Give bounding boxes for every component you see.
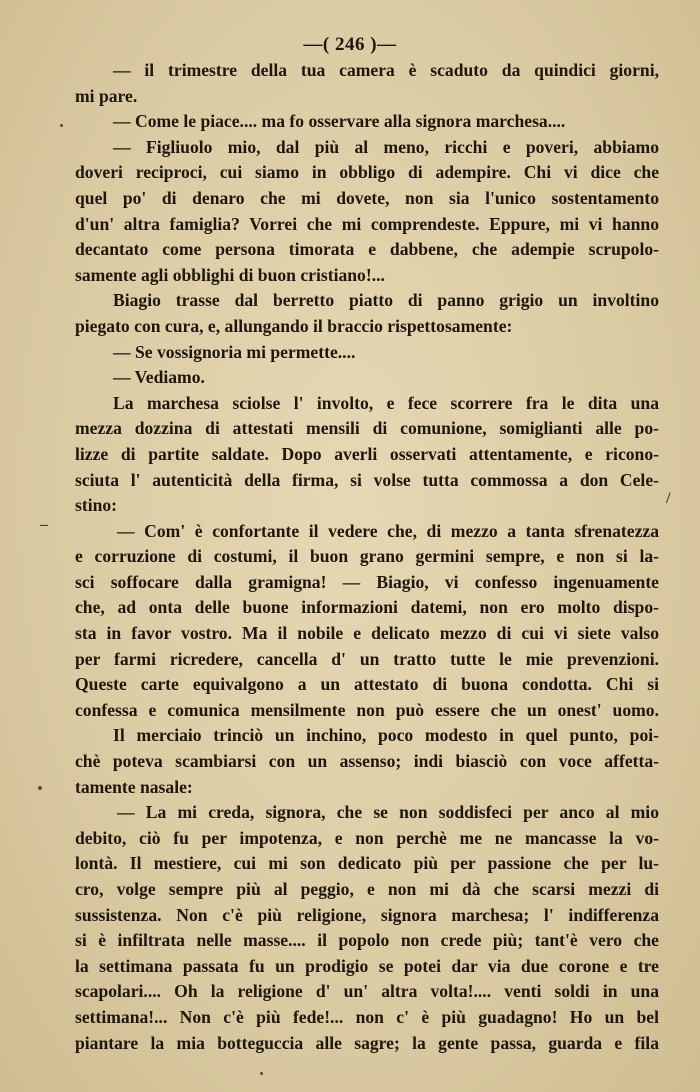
text-line: — Com' è confortante il vedere che, di mezzo a tanta sfrenatezza — [117, 520, 659, 541]
text-line: lizze di partite saldate. Dopo averli osservati attentamente, e ricono- — [75, 443, 659, 464]
text-line: sciuta l' autenticità della firma, si volse tutta commossa a don Cele- — [75, 469, 659, 490]
text-line: — Se vossignoria mi permette.... — [113, 341, 356, 362]
page-number-header: —( 246 )— — [303, 34, 397, 55]
text-line: — Vediamo. — [113, 367, 205, 388]
text-line: decantato come persona timorata e dabbene, che adempie scrupolo- — [75, 239, 659, 260]
text-line: La marchesa sciolse l' involto, e fece scorrere fra le dita una — [113, 392, 659, 413]
text-line: quel po' di denaro che mi dovete, non sia l'unico sostentamento — [75, 187, 659, 208]
text-line: Queste carte equivalgono a un attestato di buona condotta. Chi si — [75, 674, 659, 695]
text-line: lontà. Il mestiere, cui mi son dedicato più per passione che per lu- — [75, 853, 659, 874]
text-line: sta in favor vostro. Ma il nobile e delicato mezzo di cui vi siete valso — [75, 623, 659, 644]
text-line: sussistenza. Non c'è più religione, signora marchesa; l' indifferenza — [75, 904, 659, 925]
margin-dash-mark: – — [40, 516, 48, 533]
text-line: tamente nasale: — [75, 776, 193, 797]
text-line: doveri reciproci, cui siamo in obbligo di adempire. Chi vi dice che — [75, 162, 659, 183]
text-line: — La mi creda, signora, che se non soddisfeci per anco al mio — [117, 802, 659, 823]
body-text — [75, 58, 659, 1056]
text-line: piegato con cura, e, allungando il braccio rispettosamente: — [75, 315, 513, 336]
text-line: settimana!... Non c'è più fede!... non c' è più guadagno! Ho un bel — [75, 1006, 659, 1027]
text-line: per farmi ricredere, cancella d' un tratto tutte le mie prevenzioni. — [75, 648, 659, 669]
text-line: samente agli obblighi di buon cristiano!... — [75, 264, 385, 285]
text-line: debito, ciò fu per impotenza, e non perchè me ne mancasse la vo- — [75, 827, 659, 848]
text-line: mezza dozzina di attestati mensili di comunione, somiglianti alle po- — [75, 418, 659, 439]
text-line: sci soffocare dalla gramigna! — Biagio, vi confesso ingenuamente — [75, 571, 659, 592]
text-line: d'un' altra famiglia? Vorrei che mi comprendeste. Eppure, mi vi hanno — [75, 213, 659, 234]
text-line: — Figliuolo mio, dal più al meno, ricchi e poveri, abbiamo — [113, 136, 659, 157]
text-line: stino: — [75, 495, 118, 516]
text-line: si è infiltrata nelle masse.... il popolo non crede più; tant'è vero che — [75, 930, 659, 951]
ink-speck — [260, 1072, 263, 1075]
text-line: mi pare. — [75, 85, 138, 106]
ink-speck — [60, 124, 63, 127]
text-line: Il merciaio trinciò un inchino, poco modesto in quel punto, poi- — [113, 725, 659, 746]
text-line: confessa e comunica mensilmente non può essere che un onest' uomo. — [75, 699, 659, 720]
text-line: — Come le piace.... ma fo osservare alla signora marchesa.... — [113, 111, 566, 132]
text-line: piantare la mia botteguccia alle sagre; la gente passa, guarda e fila — [75, 1032, 659, 1053]
text-line: che, ad onta delle buone informazioni datemi, non ero molto dispo- — [75, 597, 659, 618]
margin-tick-mark: / — [666, 490, 671, 507]
text-line: — il trimestre della tua camera è scaduto da quindici giorni, — [113, 60, 659, 80]
text-line: cro, volge sempre più al peggio, e non mi dà che scarsi mezzi di — [75, 879, 659, 899]
text-line: scapolari.... Oh la religione d' un' altra volta!.... venti soldi in una — [75, 981, 659, 1002]
ink-speck — [38, 786, 42, 790]
text-line: e corruzione di costumi, il buon grano germini sempre, e non si la- — [75, 546, 659, 567]
text-line: chè poteva scambiarsi con un assenso; indi biasciò con voce affetta- — [75, 751, 659, 772]
text-line: Biagio trasse dal berretto piatto di panno grigio un involtino — [113, 290, 659, 311]
text-line: la settimana passata fu un prodigio se potei dar via due corone e tre — [75, 955, 659, 976]
